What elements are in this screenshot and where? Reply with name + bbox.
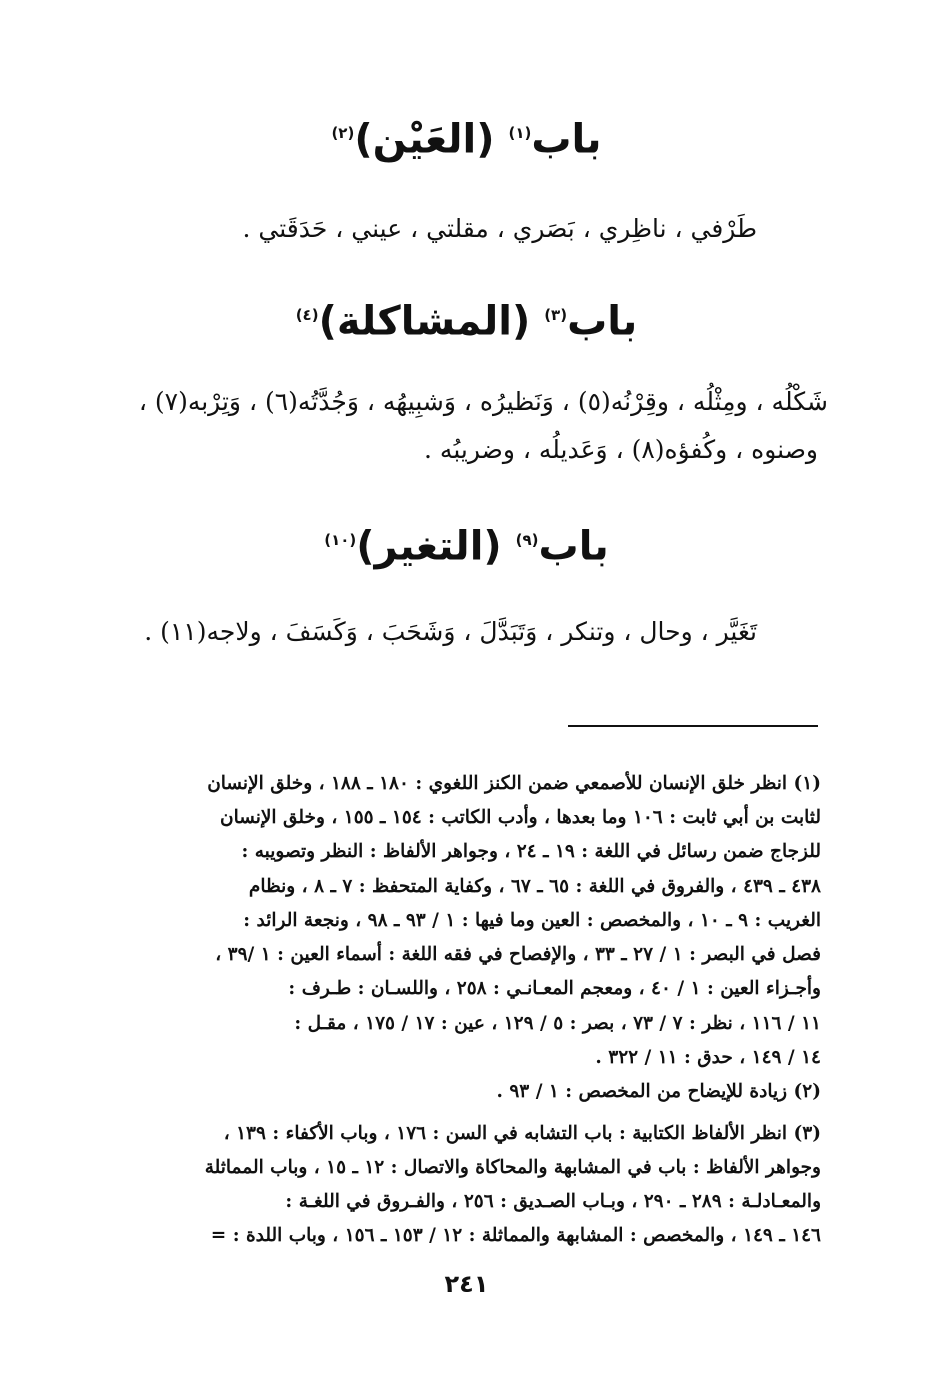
footnote-1-line: لثابت بن أبي ثابت : ١٠٦ وما بعدها ، وأدب الكاتب : ١٥٤ ـ ١٥٥ ، وخلق الإنسان <box>219 807 821 828</box>
footnote-1-line: وأجـزاء العين : ١ / ٤٠ ، ومعجم المعـانـي : ٢٥٨ ، واللسـان : طـرف : <box>288 978 821 999</box>
footnote-ref: (٣) <box>544 306 568 324</box>
footnote-ref: (١) <box>508 124 532 142</box>
footnote-1-line: الغريب : ٩ ـ ١٠ ، والمخصص : العين وما فيها : ١ / ٩٣ ـ ٩٨ ، ونجعة الرائد : <box>243 910 821 931</box>
footnote-3-line: والمعـادلـة : ٢٨٩ ـ ٢٩٠ ، وبـاب الصـديق : ٢٥٦ ، والفـروق في اللغـة : <box>285 1191 821 1212</box>
footnote-3-line: وجواهر الألفاظ : باب في المشابهة والمحاكاة والاتصال : ١٢ ـ ١٥ ، وباب المماثلة <box>204 1157 821 1178</box>
synonyms-line: طَرْفي ، ناظِري ، بَصَري ، مقلتي ، عيني ، حَدَقَتي . <box>242 214 757 243</box>
footnote-text: زيادة للإيضاح من المخصص : ١ / ٩٣ . <box>496 1081 788 1102</box>
page-number: ٢٤١ <box>444 1270 489 1298</box>
footnote-1-line: ٤٣٨ ـ ٤٣٩ ، والفروق في اللغة : ٦٥ ـ ٦٧ ، وكفاية المتحفظ : ٧ ـ ٨ ، ونظام <box>248 876 821 897</box>
footnote-3-line <box>121 1120 821 1148</box>
section-term: (العَيْن) <box>354 116 495 163</box>
synonyms-line: تَغَيَّر ، وحال ، وتنكر ، وَتَبَدَّلَ ، وَشَحَبَ ، وَكَسَفَ ، ولاجه(١١) . <box>144 617 757 646</box>
section-heading-change <box>0 515 933 571</box>
footnote-1-line <box>121 770 821 798</box>
footnote-ref: (٢) <box>331 124 355 142</box>
section-title: باب <box>567 298 638 345</box>
section-title: باب <box>538 523 609 570</box>
footnote-1-line: للزجاج ضمن رسائل في اللغة : ١٩ ـ ٢٤ ، وجواهر الألفاظ : النظر وتصويبه : <box>241 841 821 862</box>
footnote-1-line: ١٤ / ١٤٩ ، حدق : ١١ / ٣٢٢ . <box>595 1047 821 1068</box>
footnote-1-line: ١١ / ١١٦ ، نظر : ٧ / ٧٣ ، بصر : ٥ / ١٢٩ ، عين : ١٧ / ١٧٥ ، مقـل : <box>294 1013 821 1034</box>
synonyms-line: وصنوه ، وكُفؤه(٨) ، وَعَديلُه ، وضريبُه . <box>424 435 818 464</box>
footnote-text: انظر خلق الإنسان للأصمعي ضمن الكنز اللغوي : ١٨٠ ـ ١٨٨ ، وخلق الإنسان <box>207 773 788 794</box>
footnote-separator <box>568 725 818 727</box>
section-heading-resemblance <box>0 290 933 346</box>
section-term: (المشاكلة) <box>318 298 531 345</box>
footnote-text: انظر الألفاظ الكتابية : باب التشابه في السن : ١٧٦ ، وباب الأكفاء : ١٣٩ ، <box>223 1123 788 1144</box>
section-term: (التغير) <box>356 523 502 570</box>
footnote-ref: (٩) <box>515 531 539 549</box>
footnote-3-line: ١٤٦ ـ ١٤٩ ، والمخصص : المشابهة والمماثلة : ١٢ / ١٥٣ ـ ١٥٦ ، وباب اللدة : = <box>210 1225 821 1246</box>
footnote-number: (١) <box>793 773 821 794</box>
footnote-1-line: فصل في البصر : ١ / ٢٧ ـ ٣٣ ، والإفصاح في فقه اللغة : أسماء العين : ١ /٣٩ ، <box>215 944 821 965</box>
footnote-ref: (١٠) <box>324 531 357 549</box>
footnote-number: (٣) <box>793 1123 821 1144</box>
footnote-2-line <box>121 1078 821 1106</box>
synonyms-line: شَكْلُه ، ومِثْلُه ، وقِرْنُه(٥) ، وَنَظيرُه ، وَشبِيهُه ، وَجُدَّتُه(٦) ، وَتِرْبه(٧) ، <box>138 387 828 416</box>
section-title: باب <box>531 116 602 163</box>
section-heading-eye <box>0 108 933 164</box>
footnote-number: (٢) <box>793 1081 821 1102</box>
footnote-ref: (٤) <box>295 306 319 324</box>
